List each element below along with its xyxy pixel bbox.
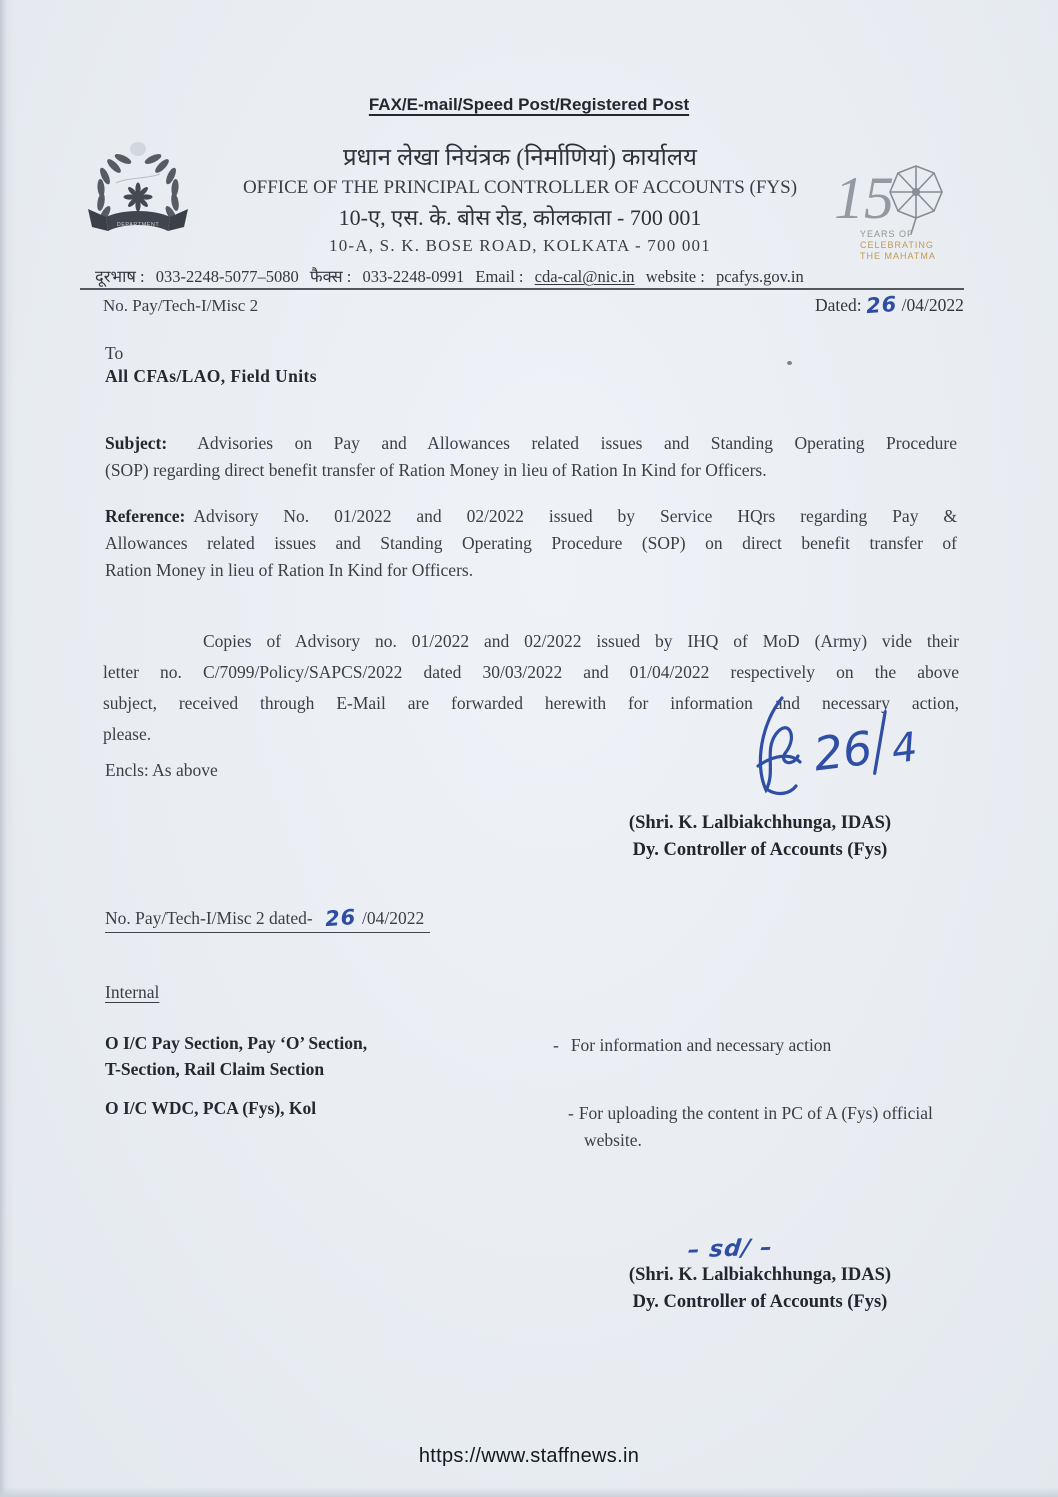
emblem-caption-3: THE MAHATMA <box>860 251 936 260</box>
distribution-recipient-1 <box>105 1030 535 1082</box>
body-line-1: Copies of Advisory no. 01/2022 and 02/2022 issued by IHQ of MoD (Army) vide their <box>203 631 959 651</box>
scan-artifact-dot <box>787 361 792 365</box>
handwritten-day: 26 <box>865 291 899 319</box>
phone-number: 033-2248-5077–5080 <box>155 267 299 286</box>
fax-number: 033-2248-0991 <box>362 267 465 286</box>
handwritten-sig-month: 4 <box>889 724 921 773</box>
letterhead-divider <box>80 288 964 290</box>
subject-paragraph <box>105 430 957 484</box>
emblem-number: 15 <box>834 165 894 231</box>
internal-heading: Internal <box>105 982 160 1002</box>
signatory-name: (Shri. K. Lalbiakchhunga, IDAS) <box>628 813 892 833</box>
signatory-name-bottom: (Shri. K. Lalbiakchhunga, IDAS) <box>628 1265 892 1285</box>
website-label: website : <box>645 267 705 286</box>
mahatma-150-years-emblem-icon <box>828 158 948 260</box>
subject-line-2: (SOP) regarding direct benefit transfer of Ration Money in lieu of Ration In Kind for Officers. <box>105 460 767 480</box>
subject-line-1: Advisories on Pay and Allowances related issues and Standing Operating Procedure <box>197 433 957 453</box>
email-label: Email : <box>475 267 524 286</box>
distribution-recipient-2 <box>105 1098 535 1119</box>
website-address: pcafys.gov.in <box>715 267 804 286</box>
internal-ref-prefix: No. Pay/Tech-I/Misc 2 dated- <box>105 908 313 928</box>
distribution-purpose-1: - For information and necessary action <box>553 1035 832 1055</box>
signatory-block-top <box>586 810 934 864</box>
letterhead <box>185 142 855 259</box>
signatory-block-bottom <box>586 1262 934 1316</box>
internal-ref-rest: /04/2022 <box>361 908 425 928</box>
emblem-caption-1: YEARS OF <box>860 229 914 239</box>
handwritten-signature <box>738 692 950 812</box>
reference-line-3: Ration Money in lieu of Ration In Kind for Officers. <box>105 560 474 580</box>
email-address: cda-cal@nic.in <box>534 267 635 286</box>
reference-line-2: Allowances related issues and Standing Operating Procedure (SOP) on direct benefit transfer of <box>105 533 957 553</box>
phone-label: दूरभाष : <box>95 267 145 286</box>
watermark-url: https://www.staffnews.in <box>418 1445 640 1467</box>
recipient-1-line-2: T-Section, Rail Claim Section <box>105 1059 325 1079</box>
defence-accounts-department-crest-icon <box>86 136 190 246</box>
recipient-1-line-1: O I/C Pay Section, Pay ‘O’ Section, <box>105 1033 368 1053</box>
reference-label: Reference: <box>105 506 186 526</box>
emblem-caption-2: CELEBRATING <box>860 240 934 250</box>
fax-label: फैक्स : <box>309 267 352 286</box>
office-address-english: 10-A, S. K. BOSE ROAD, KOLKATA - 700 001 <box>329 236 711 255</box>
subject-label: Subject: <box>105 433 168 453</box>
handwritten-sig-day: 26 <box>810 720 876 782</box>
crest-ribbon-text: DEPARTMENT <box>116 222 160 228</box>
internal-ref-handwritten-day: 26 <box>324 904 357 932</box>
dispatch-mode-text: FAX/E-mail/Speed Post/Registered Post <box>368 95 690 114</box>
body-line-3: subject, received through E-Mail are forwarded herewith for information and necessary action, <box>103 693 959 713</box>
contact-line <box>95 264 965 287</box>
to-label: To <box>105 343 124 363</box>
sd-handwritten-mark: – sd/ – <box>686 1234 775 1264</box>
reference-paragraph <box>105 503 957 584</box>
dispatch-mode-header <box>0 95 1058 115</box>
dated-label: Dated: <box>815 295 862 315</box>
distribution-purpose-2: - For uploading the content in PC of A (Fys) official website. <box>568 1103 933 1150</box>
body-line-4: please. <box>103 724 152 744</box>
reference-line-1: Advisory No. 01/2022 and 02/2022 issued by Service HQrs regarding Pay & <box>193 506 957 526</box>
enclosures-line: Encls: As above <box>105 760 218 780</box>
signatory-designation-bottom: Dy. Controller of Accounts (Fys) <box>632 1292 888 1312</box>
office-name-hindi: प्रधान लेखा नियंत्रक (निर्माणियां) कार्यालय <box>343 145 697 171</box>
dated-rest: /04/2022 <box>901 295 964 315</box>
dated-field <box>815 291 964 319</box>
internal-reference-line <box>105 904 430 932</box>
addressee: All CFAs/LAO, Field Units <box>105 366 317 386</box>
recipient-2-line-1: O I/C WDC, PCA (Fys), Kol <box>105 1098 317 1118</box>
office-address-hindi: 10-ए, एस. के. बोस रोड, कोलकाता - 700 001 <box>338 205 702 230</box>
signatory-designation: Dy. Controller of Accounts (Fys) <box>632 840 888 860</box>
file-number: No. Pay/Tech-I/Misc 2 <box>103 296 259 315</box>
body-line-2: letter no. C/7099/Policy/SAPCS/2022 dated 30/03/2022 and 01/04/2022 respectively on the above <box>103 662 959 682</box>
office-name-english: OFFICE OF THE PRINCIPAL CONTROLLER OF ACCOUNTS (FYS) <box>242 177 798 198</box>
